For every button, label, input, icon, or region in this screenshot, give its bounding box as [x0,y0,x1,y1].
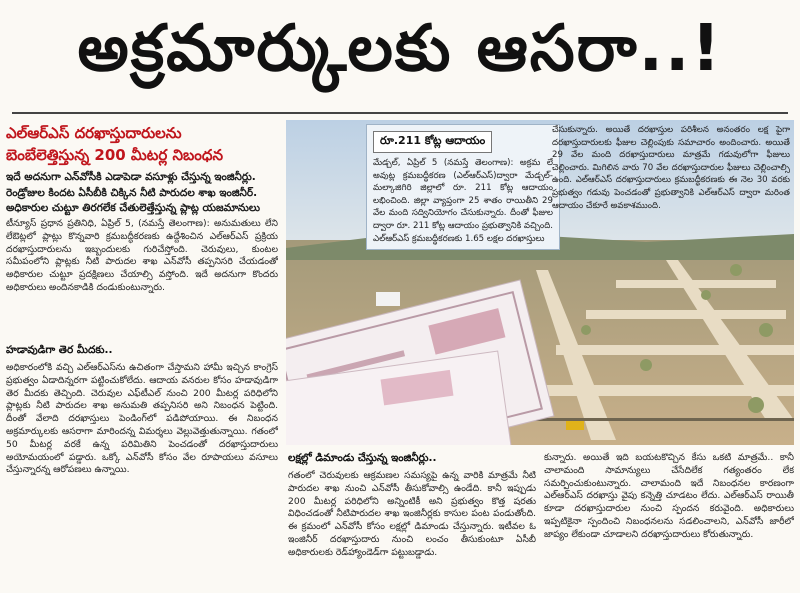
section-head-1: హడావుడిగా తెర మీదకు.. [6,344,113,356]
column2-bottom-text: గతంలో చెరువులకు ఆక్రమణల సమస్యపై ఉన్న వారికి మాత్రమే నీటి పారుదల శాఖ నుంచి ఎన్‌వోసీ తీసుకోవాల్సి ఉండేది. కానీ ఇప్పుడు 200 మీటర్ల పరిధిలోని అన్నింటికీ అని ప్రభుత్వం కొత్త షరతు విధించడంతో నీటిపారుదల శాఖ ఇంజినీర్లకు కాసుల పంట పండుతోంది. ఈ క్రమంలో ఎన్‌వోసీ కోసం లక్షల్లో డిమాండు చేస్తున్నారు. ఇటీవల ఓ ఇంజినీర్ దరఖాస్తుదారు నుంచి లంచం తీసుకుంటూ ఏసీబీ అధికారులకు రెడ్‌హ్యాండెడ్‌గా పట్టుబడ్డాడు. [288,470,536,558]
column3-bottom-text: కున్నారు. అయితే ఇది బయటకొచ్చిన కేసు ఒకటి మాత్రమే.. కానీ చాలామంది సామాన్యులు చేసేదిలేక గత్యంతరం లేక సమర్పించుకుంటున్నారు. చాలామంది ఇదే నిబంధనల కారణంగా ఎల్‌ఆర్‌ఎస్ దరఖాస్తు వైపు కన్నెత్తి చూడటం లేదు. ఎల్‌ఆర్‌ఎస్ రాయితీ కూడా దరఖాస్తుదారుల నుంచి స్పందన కరువైంది. అధికారులు ఇప్పటికైనా స్పందించి నిబంధనలను సడలించాలని, ఎన్‌వోసీ జారీలో జాప్యం లేకుండా చూడాలని దరఖాస్తుదారులు కోరుతున్నారు. [544,452,794,540]
headline: అక్రమార్కులకు ఆసరా..! [77,11,723,86]
intro-deck: ఇదే అదనుగా ఎన్‌వోసీకి ఎడాపెడా వసూళ్లు చేస్తున్న ఇంజినీర్లు. రెండ్రోజుల కిందట ఏసీబీకి చిక్కిన నీటి పారుదల శాఖ ఇంజినీర్. అధికారుల చుట్టూ తిరగలేక చేతులెత్తేస్తున్న ప్లాట్ల యజమానులు [6,171,260,214]
revenue-box-continued: చేసుకున్నారు. అయితే దరఖాస్తుల పరిశీలన అనంతరం లక్ష పైగా దరఖాస్తుదారులకు ఫీజుల చెల్లింపుకు సమాచారం అందించారు. అయితే 29 వేల మంది దరఖాస్తుదారులు మాత్రమే గడువులోగా ఫీజులు చెల్లించారు. మిగిలిన వారు 70 వేల దరఖాస్తుదారుల ఫీజులు చెల్లించాల్సి ఉంది. ఎల్‌ఆర్‌ఎస్ దరఖాస్తుదారులు క్రమబద్ధీకరణకు ఈ నెల 30 వరకు ప్రభుత్వం గడువు పెంచడంతో ప్రభుత్వానికి ఎల్‌ఆర్‌ఎస్ ద్వారా మరింత ఆదాయం చేకూరే అవకాశముంది. [552,125,790,211]
section-head-2: లక్షల్లో డిమాండు చేస్తున్న ఇంజినీర్లు.. [288,452,437,464]
headline-rule [12,112,788,114]
revenue-info-box [366,124,560,250]
subheadline-line2: బెంబేలెత్తిస్తున్న 200 మీటర్ల నిబంధన [6,146,224,164]
revenue-box-title: రూ.211 కోట్ల ఆదాయం [373,131,492,153]
revenue-box-body: మేడ్చల్, ఏప్రిల్ 5 (నమస్తే తెలంగాణ): అక్రమ లే అవుట్ల క్రమబద్ధీకరణ (ఎల్‌ఆర్‌ఎస్)ద్వారా మేడ్చల్-మల్కాజిగిరి జిల్లాలో రూ. 211 కోట్ల ఆదాయం లభించింది. జిల్లా వ్యాప్తంగా 25 శాతం రాయితీని 29 వేల మంది సద్వినియోగం చేసుకున్నారు. దీంతో ఫీజుల ద్వారా రూ. 211 కోట్ల ఆదాయం ప్రభుత్వానికి వచ్చింది. ఎల్‌ఆర్‌ఎస్ క్రమబద్ధీకరణకు 1.65 లక్షల దరఖాస్తులు [373,158,553,244]
column1-paragraph2: అధికారంలోకి వచ్చి ఎల్‌ఆర్‌ఎస్‌ను ఉచితంగా చేస్తామని హామీ ఇచ్చిన కాంగ్రెస్ ప్రభుత్వం ఏడాదిన్నరగా పట్టించుకోలేదు. ఆదాయ వనరుల కోసం హడావుడిగా తెర మీదకు తెచ్చింది. చెరువుల ఎఫ్‌టీఎల్ నుంచి 200 మీటర్ల పరిధిలోని ప్లాట్లకు నీటి పారుదల శాఖ అనుమతి తప్పనిసరి అని నిబంధన పెట్టింది. దీంతో వేలాది దరఖాస్తులు పెండింగ్‌లో పడిపోయాయి. ఈ నిబంధన అక్రమార్కులకు ఆసరాగా మారిందన్న విమర్శలు వెల్లువెత్తుతున్నాయి. గతంలో 50 మీటర్ల వరకే ఉన్న పరిమితిని పెంచడంతో దరఖాస్తుదారులు అయోమయంలో పడ్డారు. ఒక్కో ఎన్‌వోసీ కోసం వేల రూపాయలు వసూలు చేస్తున్నారన్న ఆరోపణలు ఉన్నాయి. [6,362,278,476]
column1-paragraph1: టీన్యూస్ ప్రధాన ప్రతినిధి, ఏప్రిల్ 5, (నమస్తే తెలంగాణ): అనుమతులు లేని లేఔట్లలో ప్లాట్లు కొన్నవారి క్రమబద్ధీకరణకు ఉద్దేశించిన ఎల్‌ఆర్‌ఎస్ ప్రక్రియ దరఖాస్తుదారులను ఇబ్బందులకు గురిచేస్తోంది. చెరువులు, కుంటల సమీపంలోని ప్లాట్లకు నీటి పారుదల శాఖ ఎన్‌వోసీ తప్పనిసరి చేయడంతో అధికారుల చుట్టూ ప్రదక్షిణలు చేయాల్సి వస్తోంది. ఇదే అదనుగా కొందరు అధికారులు అందినకాడికి దండుకుంటున్నారు. [6,218,278,293]
subheadline-line1: ఎల్‌ఆర్‌ఎస్ దరఖాస్తుదారులను [6,124,182,142]
